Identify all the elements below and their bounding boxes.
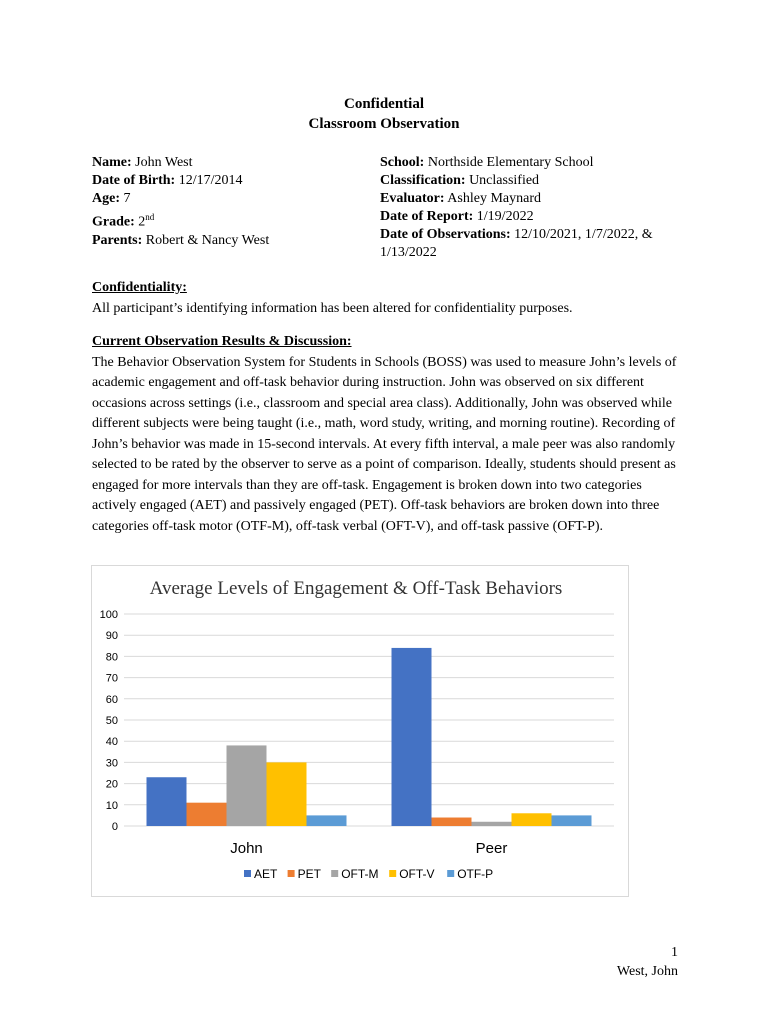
y-tick-label: 100: [99, 609, 118, 621]
bar-otf-p-peer: [552, 815, 592, 826]
chart-svg: [92, 566, 628, 896]
confidentiality-section: [92, 278, 682, 319]
legend-entry: OTF-P: [457, 867, 494, 881]
bar-otf-p-john: [307, 815, 347, 826]
bar-oft-m-peer: [472, 822, 512, 826]
y-tick-label: 80: [105, 651, 118, 664]
footer-name: West, John: [616, 964, 678, 979]
results-section: [92, 332, 682, 537]
info-parents: Parents: Robert & Nancy West: [92, 232, 270, 248]
bar-oft-v-john: [267, 762, 307, 826]
info-grade: Grade: 2nd: [92, 212, 155, 230]
engagement-chart: [91, 565, 629, 897]
legend-swatch: [331, 870, 338, 877]
legend-entry: OFT-V: [399, 867, 435, 881]
document-title: [0, 94, 768, 134]
info-school: School: Northside Elementary School: [380, 155, 594, 170]
y-tick-label: 10: [105, 799, 118, 812]
bar-aet-peer: [392, 648, 432, 826]
legend-entry: AET: [254, 867, 278, 881]
page-footer: [617, 943, 678, 981]
results-heading: Current Observation Results & Discussion:: [92, 334, 352, 349]
bar-pet-john: [187, 803, 227, 826]
y-tick-label: 0: [111, 821, 118, 833]
legend-swatch: [389, 870, 396, 877]
legend-swatch: [244, 870, 251, 877]
y-tick-label: 70: [105, 672, 118, 685]
chart-title: Average Levels of Engagement & Off-Task Behaviors: [149, 578, 563, 599]
title-confidential: Confidential: [343, 96, 424, 112]
legend-swatch: [447, 870, 454, 877]
x-category-label: Peer: [475, 840, 508, 857]
legend-entry: PET: [297, 867, 321, 881]
info-age: Age: 7: [92, 191, 131, 206]
bar-aet-john: [147, 777, 187, 826]
y-tick-label: 60: [105, 693, 118, 706]
bar-oft-v-peer: [512, 813, 552, 826]
student-info-right: [380, 154, 680, 262]
bar-pet-peer: [432, 818, 472, 826]
results-text: The Behavior Observation System for Students in Schools (BOSS) was used to measure John’s levels of academic engagement and off-task behavior during instruction. John was observed on six different occasions across settings (i.e., classroom and special area class). Additionally, John was observed while different subjects were being taught (i.e., math, word study, writing, and morning routine). Recording of John’s behavior was made in 15-second intervals. At every fifth interval, a male peer was also randomly selected to be rated by the observer to serve as a point of comparison. Ideally, students should present as engaged for more intervals than they are off-task. Engagement is broken down into two categories actively engaged (AET) and passively engaged (PET). Off-task behaviors are broken down into three categories off-task motor (OTF-M), off-task verbal (OFT-V), and off-task passive (OFT-P).: [92, 354, 677, 534]
y-tick-label: 20: [105, 778, 118, 791]
legend-entry: OFT-M: [341, 867, 379, 881]
info-date-of-report: Date of Report: 1/19/2022: [380, 209, 534, 224]
student-info-left: [92, 154, 362, 250]
x-category-label: John: [230, 840, 263, 857]
y-tick-label: 40: [105, 736, 118, 749]
title-classroom-observation: Classroom Observation: [308, 116, 460, 132]
confidentiality-heading: Confidentiality:: [92, 280, 187, 295]
info-dob: Date of Birth: 12/17/2014: [92, 173, 243, 188]
info-evaluator: Evaluator: Ashley Maynard: [380, 191, 541, 206]
legend-swatch: [288, 870, 295, 877]
page-number: 1: [671, 945, 678, 960]
y-tick-label: 50: [105, 715, 118, 727]
bar-oft-m-john: [227, 745, 267, 826]
y-tick-label: 90: [105, 630, 118, 643]
info-date-of-observations: Date of Observations: 12/10/2021, 1/7/2022, & 1/13/2022: [380, 227, 653, 260]
y-tick-label: 30: [105, 757, 118, 770]
info-classification: Classification: Unclassified: [380, 173, 540, 188]
info-name: Name: John West: [92, 155, 193, 170]
confidentiality-text: All participant’s identifying information has been altered for confidentiality purposes.: [92, 300, 573, 316]
